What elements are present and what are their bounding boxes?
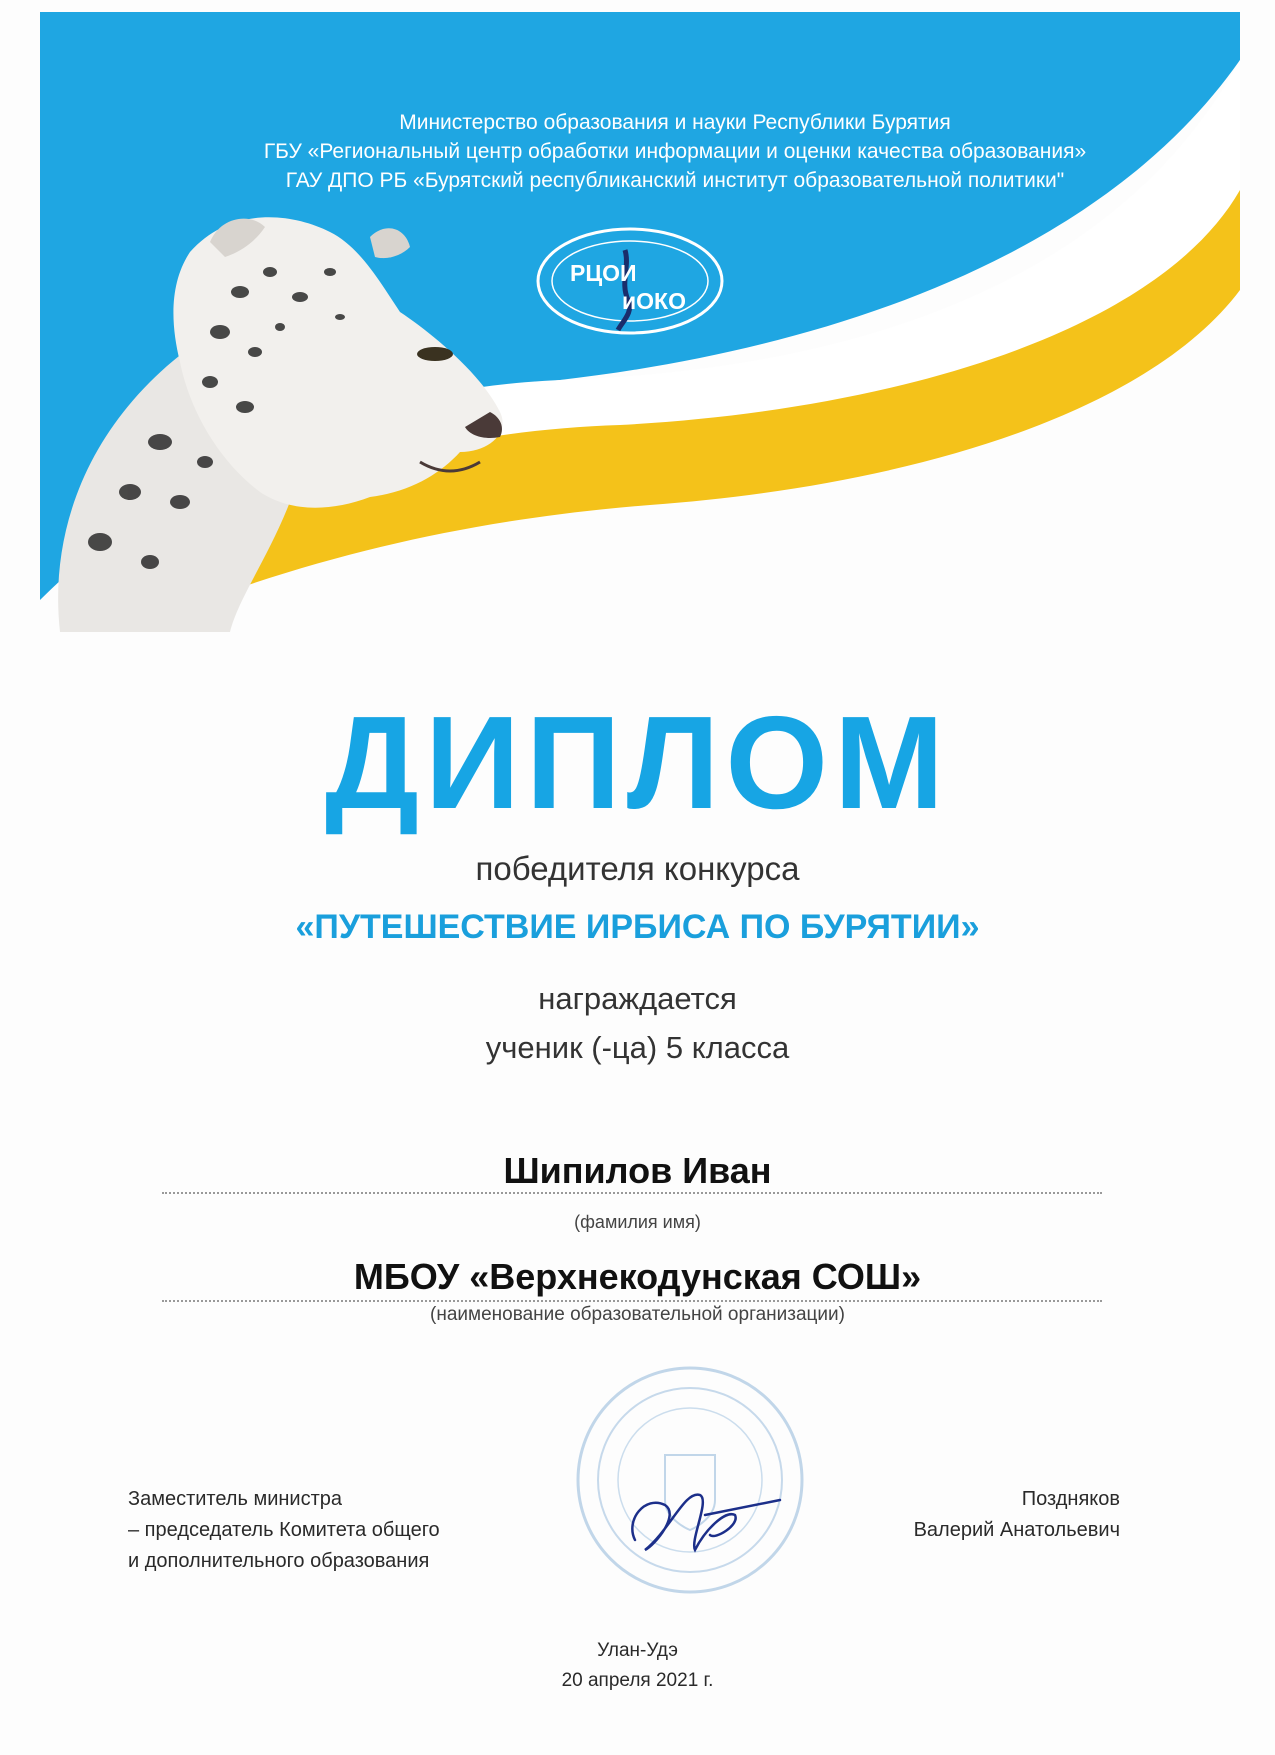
recipient-name: Шипилов Иван: [503, 1150, 772, 1191]
org-line-ministry: Министерство образования и науки Республики Бурятия: [399, 111, 951, 134]
diploma-title: ДИПЛОМ: [324, 689, 951, 836]
name-caption: (фамилия имя): [574, 1212, 701, 1232]
school-name: МБОУ «Верхнекодунская СОШ»: [353, 1256, 922, 1297]
org-line-brio: ГАУ ДПО РБ «Бурятский республиканский институт образовательной политики": [285, 169, 1065, 192]
signature-icon: [615, 1470, 785, 1570]
signer-position: [128, 1484, 548, 1577]
diploma-subtitle: победителя конкурса: [475, 850, 800, 887]
snow-leopard-icon: [40, 212, 600, 632]
signer-name: [820, 1484, 1120, 1546]
handwritten-signature: [615, 1470, 785, 1570]
school-underline: [162, 1300, 1102, 1302]
grade-text: ученик (-ца) 5 класса: [485, 1030, 790, 1065]
school-caption: (наименование образовательной организации): [430, 1304, 845, 1325]
signer-position-line: и дополнительного образования: [128, 1550, 430, 1572]
signer-position-line: – председатель Комитета общего: [128, 1519, 440, 1541]
organization-lines: [170, 108, 1180, 195]
issue-place: Улан-Удэ: [597, 1640, 678, 1661]
name-underline: [162, 1192, 1102, 1194]
contest-name: «ПУТЕШЕСТВИЕ ИРБИСА ПО БУРЯТИИ»: [295, 908, 980, 946]
awarded-text: награждается: [538, 981, 737, 1016]
signer-position-line: Заместитель министра: [128, 1488, 342, 1510]
org-line-rcoi: ГБУ «Региональный центр обработки информации и оценки качества образования»: [263, 140, 1087, 163]
snow-leopard-image: [40, 212, 600, 632]
logo-text-ioko: иОКО: [622, 288, 686, 314]
signer-given-names: Валерий Анатольевич: [913, 1519, 1120, 1541]
signer-surname: Поздняков: [1021, 1488, 1120, 1510]
logo-text-rcoi: РЦОИ: [570, 260, 637, 286]
issue-date: 20 апреля 2021 г.: [561, 1670, 714, 1691]
header-banner: [0, 0, 1275, 680]
